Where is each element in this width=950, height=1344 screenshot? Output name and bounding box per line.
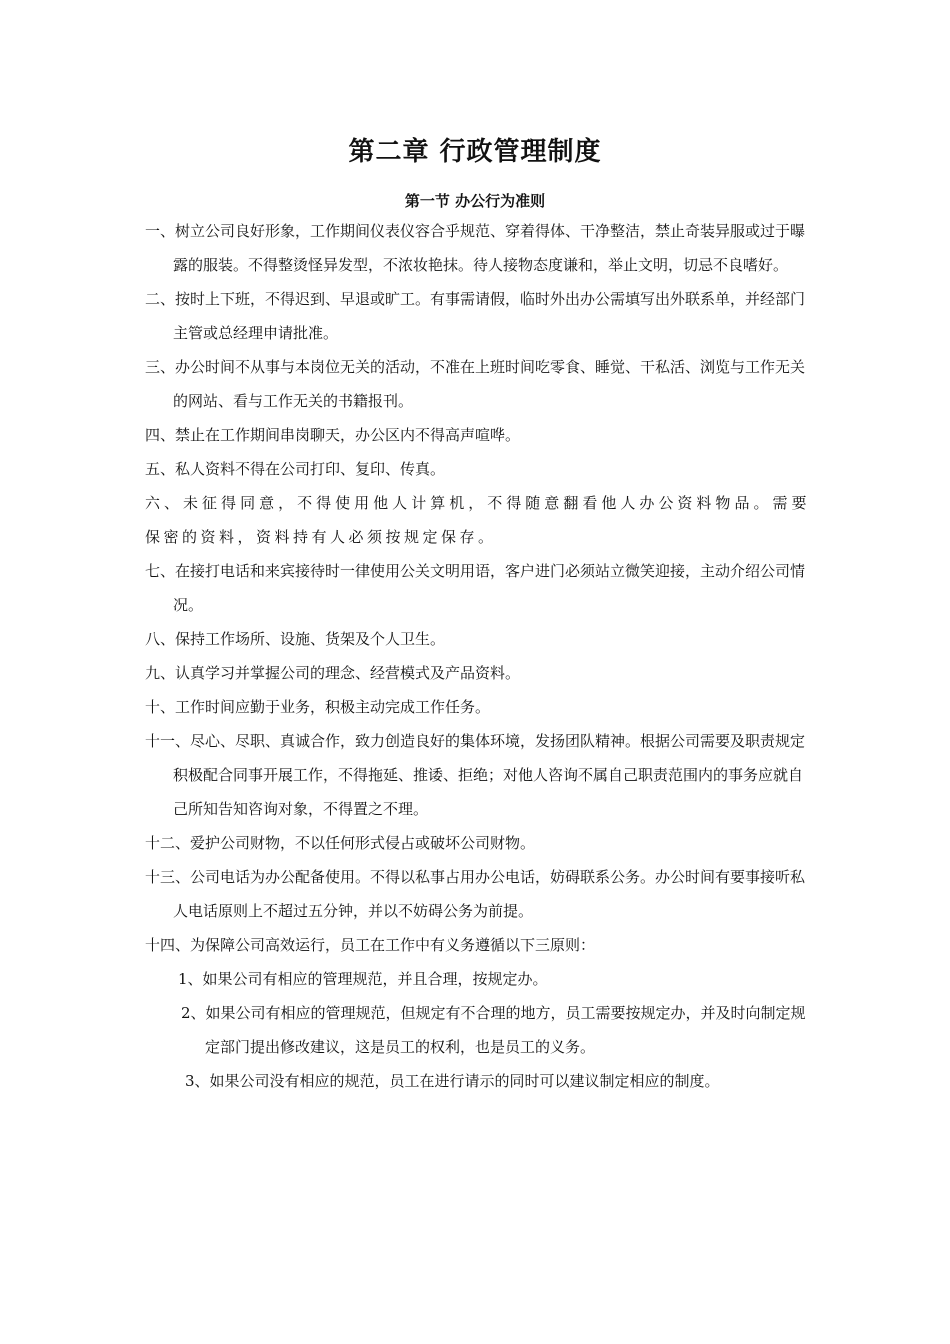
rule-item-13: 十三、公司电话为办公配备使用。不得以私事占用办公电话，妨碍联系公务。办公时间有要事接听私人电话原则上不超过五分钟，并以不妨碍公务为前提。 <box>145 868 806 920</box>
rule-item-10: 十、工作时间应勤于业务，积极主动完成工作任务。 <box>145 698 491 716</box>
rule-item-12: 十二、爱护公司财物，不以任何形式侵占或破坏公司财物。 <box>145 834 536 852</box>
rule-item-3: 三、办公时间不从事与本岗位无关的活动，不准在上班时间吃零食、睡觉、干私活、浏览与工作无关的网站、看与工作无关的书籍报刊。 <box>145 358 806 410</box>
rule-item-2: 二、按时上下班，不得迟到、早退或旷工。有事需请假，临时外出办公需填写出外联系单，并经部门主管或总经理申请批准。 <box>145 290 806 342</box>
rule-item-4: 四、禁止在工作期间串岗聊天，办公区内不得高声喧哗。 <box>145 426 521 444</box>
rule-item-1: 一、树立公司良好形象，工作期间仪表仪容合乎规范、穿着得体、干净整洁，禁止奇装异服或过于曝露的服装。不得整烫怪异发型，不浓妆艳抹。待人接物态度谦和，举止文明，切忌不良嗜好。 <box>145 222 806 274</box>
principle-item-2: 2、如果公司有相应的管理规范，但规定有不合理的地方，员工需要按规定办，并及时向制定规定部门提出修改建议，这是员工的权利，也是员工的义务。 <box>181 1004 806 1056</box>
chapter-title: 第二章 行政管理制度 <box>348 137 602 167</box>
rule-item-8: 八、保持工作场所、设施、货架及个人卫生。 <box>145 630 446 648</box>
rule-item-14: 十四、为保障公司高效运行，员工在工作中有义务遵循以下三原则： <box>145 936 596 954</box>
principle-item-1: 1、如果公司有相应的管理规范，并且合理，按规定办。 <box>178 970 548 988</box>
rule-item-9: 九、认真学习并掌握公司的理念、经营模式及产品资料。 <box>145 664 521 682</box>
rule-item-7: 七、在接打电话和来宾接待时一律使用公关文明用语，客户进门必须站立微笑迎接，主动介绍公司情况。 <box>145 562 806 614</box>
rule-item-6: 六、未征得同意，不得使用他人计算机，不得随意翻看他人办公资料物品。需要保密的资料，资料持有人必须按规定保存。 <box>145 494 810 546</box>
principle-item-3: 3、如果公司没有相应的规范，员工在进行请示的同时可以建议制定相应的制度。 <box>185 1072 720 1090</box>
rule-item-5: 五、私人资料不得在公司打印、复印、传真。 <box>145 460 446 478</box>
section-title: 第一节 办公行为准则 <box>404 192 546 210</box>
rule-item-11: 十一、尽心、尽职、真诚合作，致力创造良好的集体环境，发扬团队精神。根据公司需要及职责规定积极配合同事开展工作，不得拖延、推诿、拒绝；对他人咨询不属自己职责范围内的事务应就自己所知告知咨询对象，不得置之不理。 <box>145 732 806 818</box>
document-body <box>145 214 810 1098</box>
